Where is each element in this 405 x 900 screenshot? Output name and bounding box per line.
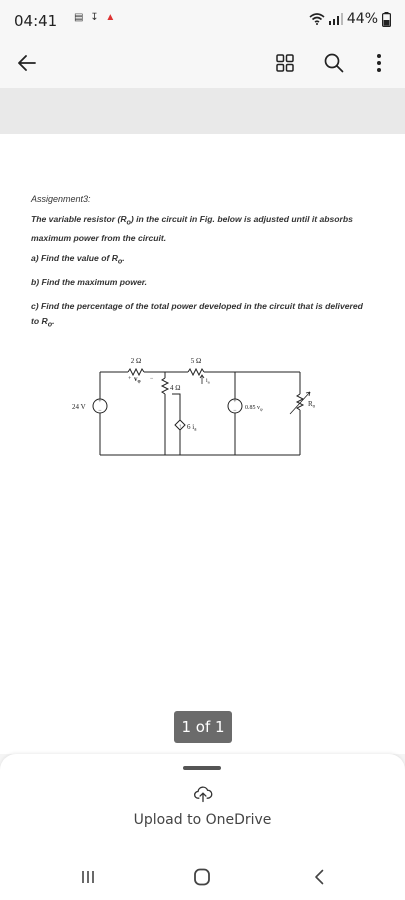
variable-resistor-ro — [297, 394, 303, 410]
home-icon — [193, 868, 211, 886]
svg-text:+: + — [98, 399, 102, 405]
question-c-suffix: . — [52, 316, 55, 326]
label-ro: $R_o$ — [308, 400, 316, 410]
label-dep-voltage: 0.85 $v_\varphi$ — [245, 405, 263, 412]
grid-icon — [276, 54, 294, 72]
svg-text:−: − — [233, 408, 237, 414]
resistor-4-ohm — [162, 378, 168, 394]
more-vert-icon — [376, 53, 382, 73]
intro-suffix: ) in the circuit in Fig. below is adjusted until it absorbs maximum power from the circuit. — [31, 214, 353, 243]
recents-icon — [81, 870, 95, 884]
assignment-title: Assigenment3: — [31, 194, 91, 204]
question-a — [31, 251, 125, 270]
question-c — [31, 299, 371, 333]
inbox-icon: ▤ — [74, 12, 86, 23]
intro-prefix: The variable resistor (R — [31, 214, 127, 224]
question-b: b) Find the maximum power. — [31, 277, 148, 287]
bottom-sheet — [0, 754, 405, 854]
svg-text:−: − — [150, 376, 154, 382]
app-bar — [0, 38, 405, 88]
battery-icon — [382, 12, 391, 27]
intro-sub: o — [126, 218, 131, 227]
home-button[interactable] — [190, 865, 214, 889]
upload-label: Upload to OneDrive — [133, 812, 272, 828]
system-nav-bar — [0, 854, 405, 900]
svg-text:+: + — [128, 376, 132, 382]
question-a-sub: o — [117, 257, 123, 266]
sheet-handle[interactable] — [183, 766, 221, 770]
question-c-prefix: c) Find the percentage of the total power developed in the circuit that is delivered to R — [31, 301, 363, 326]
search-icon — [324, 53, 344, 73]
label-6ia: 6 $i_a$ — [187, 423, 197, 433]
status-time: 04:41 — [14, 12, 58, 30]
app-icon: ▲ — [105, 12, 118, 23]
question-a-prefix: a) Find the value of R — [31, 253, 118, 263]
cloud-upload-icon — [193, 784, 213, 804]
back-button[interactable] — [10, 46, 44, 80]
assignment-intro — [31, 212, 383, 246]
wifi-icon — [309, 13, 325, 25]
recents-button[interactable] — [76, 866, 100, 888]
label-r2: 5 Ω — [190, 357, 202, 365]
back-icon — [314, 869, 324, 885]
nav-back-button[interactable] — [307, 866, 331, 888]
download-icon: ↧ — [90, 12, 101, 23]
circuit-diagram — [70, 350, 320, 470]
svg-text:↑: ↑ — [178, 424, 182, 430]
document-header-band — [0, 88, 405, 134]
more-options-button[interactable] — [364, 46, 394, 80]
notification-icons — [74, 12, 117, 23]
battery-percent: 44% — [346, 11, 378, 27]
label-vphi: $v_\varphi$ — [134, 375, 141, 385]
question-a-suffix: . — [122, 253, 125, 263]
resistor-5-ohm — [188, 369, 204, 375]
label-ia: $i_a$ — [206, 378, 210, 385]
label-r1: 2 Ω — [130, 357, 142, 365]
search-button[interactable] — [317, 46, 351, 80]
upload-onedrive-button[interactable] — [120, 780, 285, 844]
page-grid-button[interactable] — [268, 46, 302, 80]
question-c-sub: o — [47, 320, 53, 329]
signal-icon — [329, 13, 343, 25]
label-r3: 4 Ω — [170, 384, 181, 392]
svg-text:−: − — [98, 408, 102, 414]
label-vs: 24 V — [72, 403, 86, 411]
svg-text:+: + — [233, 399, 237, 405]
back-arrow-icon — [18, 55, 36, 71]
page-indicator: 1 of 1 — [174, 711, 232, 743]
status-bar — [0, 0, 405, 38]
status-right — [309, 11, 391, 27]
